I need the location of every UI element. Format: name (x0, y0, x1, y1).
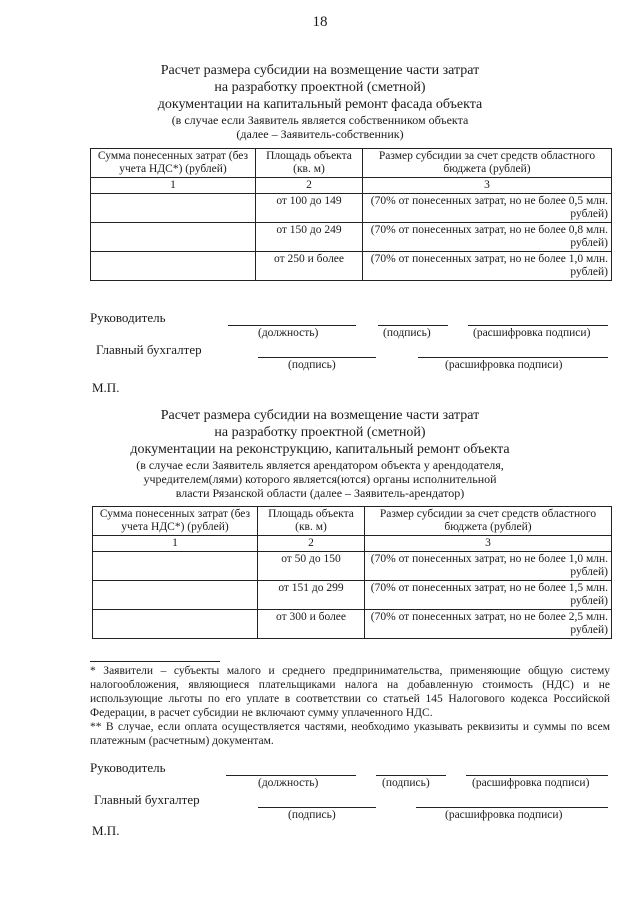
decode-line (416, 807, 608, 808)
signature-line (378, 325, 448, 326)
area-cell: от 300 и более (258, 610, 365, 639)
section2-title-line: документации на реконструкцию, капитальный ремонт объекта (130, 442, 510, 457)
area-cell: от 250 и более (256, 252, 363, 281)
area-cell: от 100 до 149 (256, 194, 363, 223)
position-caption: (должность) (258, 777, 319, 789)
section2-title-line: Расчет размера субсидии на возмещение части затрат (160, 408, 480, 423)
table-header-row (93, 507, 612, 536)
page-number: 18 (312, 14, 328, 30)
footnote-2: ** В случае, если оплата осуществляется частями, необходимо указывать реквизиты и суммы по всем платежным (расчетным) документам. (90, 721, 610, 747)
colnum-cell: 2 (256, 178, 363, 194)
decode-line (466, 775, 608, 776)
footnote-rule (90, 661, 220, 662)
decode-line (418, 357, 608, 358)
signature-caption: (подпись) (382, 777, 430, 789)
decode-caption: (расшифровка подписи) (445, 809, 563, 821)
signature-caption: (подпись) (288, 359, 336, 371)
header-cell-area: Площадь объекта (кв. м) (258, 507, 365, 536)
position-caption: (должность) (258, 327, 319, 339)
subsidy-cell: (70% от понесенных затрат, но не более 1,5 млн. рублей) (365, 581, 612, 610)
footnote-1: * Заявители – субъекты малого и среднего предпринимательства, применяющие общую систему налогообложения, являющиеся плательщиками налога на добавленную стоимость (НДС) и не использующие льготы по его уплате в соответствии со статьей 145 Налогового кодекса Российской Федерации, в расчет субсидии не включают сумму уплаченного НДС. (90, 665, 610, 719)
header-cell-subsidy: Размер субсидии за счет средств областного бюджета (рублей) (363, 149, 612, 178)
area-cell: от 50 до 150 (258, 552, 365, 581)
section1-title (90, 62, 550, 141)
decode-caption: (расшифровка подписи) (445, 359, 563, 371)
colnum-cell: 1 (91, 178, 256, 194)
signature-caption: (подпись) (288, 809, 336, 821)
colnum-cell: 3 (365, 536, 612, 552)
costs-cell (93, 581, 258, 610)
accountant-label: Главный бухгалтер (96, 342, 202, 357)
section2-subtitle-line: (в случае если Заявитель является арендатором объекта у арендодателя, (136, 458, 504, 472)
signature-caption: (подпись) (383, 327, 431, 339)
header-cell-subsidy: Размер субсидии за счет средств областного бюджета (рублей) (365, 507, 612, 536)
decode-caption: (расшифровка подписи) (472, 777, 590, 789)
costs-cell (91, 252, 256, 281)
header-cell-area: Площадь объекта (кв. м) (256, 149, 363, 178)
section1-subtitle-line: (далее – Заявитель-собственник) (236, 127, 404, 141)
table-row (91, 194, 612, 223)
section1-title-line: документации на капитальный ремонт фасада объекта (157, 97, 483, 112)
table-header-row (91, 149, 612, 178)
signature-line (258, 807, 376, 808)
section2-title-line: на разработку проектной (сметной) (214, 425, 426, 440)
table-row (93, 581, 612, 610)
section1-title-line: Расчет размера субсидии на возмещение части затрат (160, 63, 480, 78)
table-row (93, 610, 612, 639)
table-colnum-row (91, 178, 612, 194)
subsidy-cell: (70% от понесенных затрат, но не более 2,5 млн. рублей) (365, 610, 612, 639)
decode-line (468, 325, 608, 326)
costs-cell (91, 223, 256, 252)
table-row (91, 223, 612, 252)
costs-cell (91, 194, 256, 223)
seal-label: М.П. (92, 823, 120, 838)
decode-caption: (расшифровка подписи) (473, 327, 591, 339)
seal-label: М.П. (92, 380, 120, 395)
subsidy-cell: (70% от понесенных затрат, но не более 1,0 млн. рублей) (363, 252, 612, 281)
section1-subtitle-line: (в случае если Заявитель является собственником объекта (171, 113, 469, 127)
colnum-cell: 3 (363, 178, 612, 194)
table-colnum-row (93, 536, 612, 552)
section2-subsidy-table (92, 506, 612, 639)
subsidy-cell: (70% от понесенных затрат, но не более 0,8 млн. рублей) (363, 223, 612, 252)
section2-title (80, 407, 560, 500)
table-row (93, 552, 612, 581)
accountant-label: Главный бухгалтер (94, 792, 200, 807)
subsidy-cell: (70% от понесенных затрат, но не более 0,5 млн. рублей) (363, 194, 612, 223)
signature-line (376, 775, 446, 776)
section1-subsidy-table (90, 148, 612, 281)
area-cell: от 150 до 249 (256, 223, 363, 252)
colnum-cell: 1 (93, 536, 258, 552)
subsidy-cell: (70% от понесенных затрат, но не более 1,0 млн. рублей) (365, 552, 612, 581)
position-line (226, 775, 356, 776)
area-cell: от 151 до 299 (258, 581, 365, 610)
position-line (228, 325, 356, 326)
header-cell-costs: Сумма понесенных затрат (без учета НДС*) (рублей) (91, 149, 256, 178)
head-label: Руководитель (90, 760, 166, 775)
costs-cell (93, 552, 258, 581)
head-label: Руководитель (90, 310, 166, 325)
section2-subtitle-line: учредителем(лями) которого является(ются) органы исполнительной (143, 472, 497, 486)
section2-subtitle-line: власти Рязанской области (далее – Заявитель-арендатор) (175, 486, 465, 500)
colnum-cell: 2 (258, 536, 365, 552)
costs-cell (93, 610, 258, 639)
section1-title-line: на разработку проектной (сметной) (214, 80, 426, 95)
header-cell-costs: Сумма понесенных затрат (без учета НДС*) (рублей) (93, 507, 258, 536)
signature-line (258, 357, 376, 358)
table-row (91, 252, 612, 281)
